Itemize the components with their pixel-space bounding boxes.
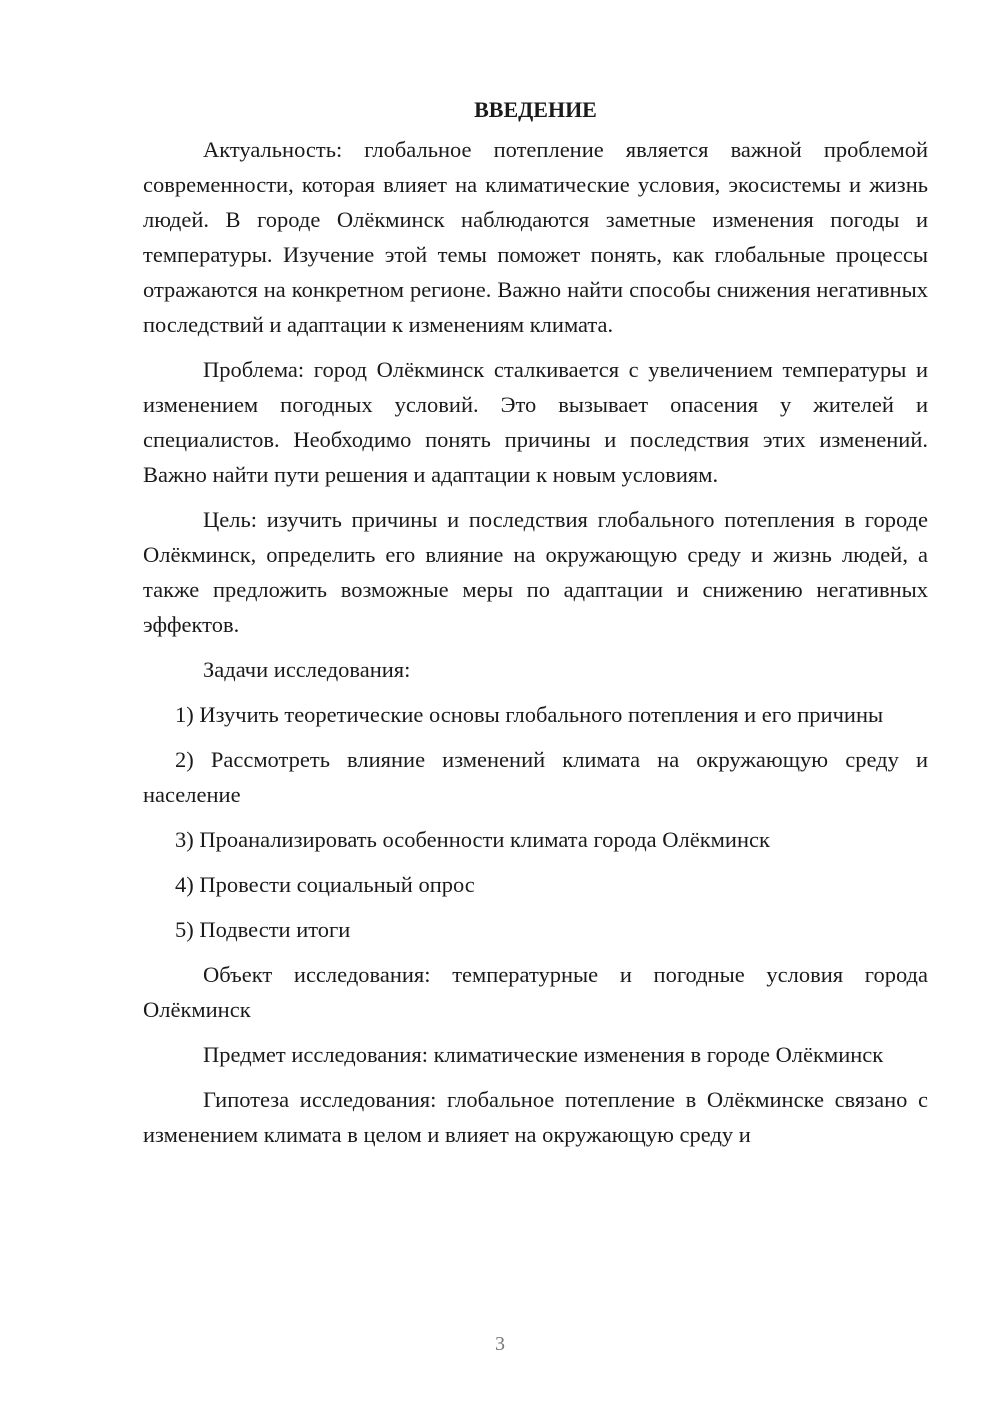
task-item: 3) Проанализировать особенности климата города Олёкминск — [175, 827, 770, 852]
task-item: 4) Провести социальный опрос — [175, 872, 475, 897]
problem-paragraph: Проблема: город Олёкминск сталкивается с увеличением температуры и изменением погодных условий. Это вызывает опасения у жителей и специалистов. Необходимо понять причины и последствия этих изменений. Важно найти пути решения и адаптации к новым условиям. — [143, 357, 928, 487]
subject-paragraph: Предмет исследования: климатические изменения в городе Олёкминск — [203, 1042, 884, 1067]
tasks-heading: Задачи исследования: — [203, 657, 411, 682]
object-paragraph: Объект исследования: температурные и погодные условия города Олёкминск — [143, 962, 928, 1022]
hypothesis-paragraph: Гипотеза исследования: глобальное потепление в Олёкминске связано с изменением климата в целом и влияет на окружающую среду и — [143, 1087, 928, 1147]
task-item: 1) Изучить теоретические основы глобального потепления и его причины — [175, 702, 884, 727]
page-number: 3 — [495, 1333, 505, 1355]
page-title: ВВЕДЕНИЕ — [474, 97, 597, 122]
task-item: 5) Подвести итоги — [175, 917, 351, 942]
relevance-paragraph: Актуальность: глобальное потепление является важной проблемой современности, которая влияет на климатические условия, экосистемы и жизнь людей. В городе Олёкминск наблюдаются заметные изменения погоды и температуры. Изучение этой темы поможет понять, как глобальные процессы отражаются на конкретном регионе. Важно найти способы снижения негативных последствий и адаптации к изменениям климата. — [143, 137, 928, 337]
goal-paragraph: Цель: изучить причины и последствия глобального потепления в городе Олёкминск, определить его влияние на окружающую среду и жизнь людей, а также предложить возможные меры по адаптации и снижению негативных эффектов. — [143, 507, 928, 637]
task-item: 2) Рассмотреть влияние изменений климата на окружающую среду и население — [143, 747, 928, 807]
document-page — [143, 92, 928, 1152]
